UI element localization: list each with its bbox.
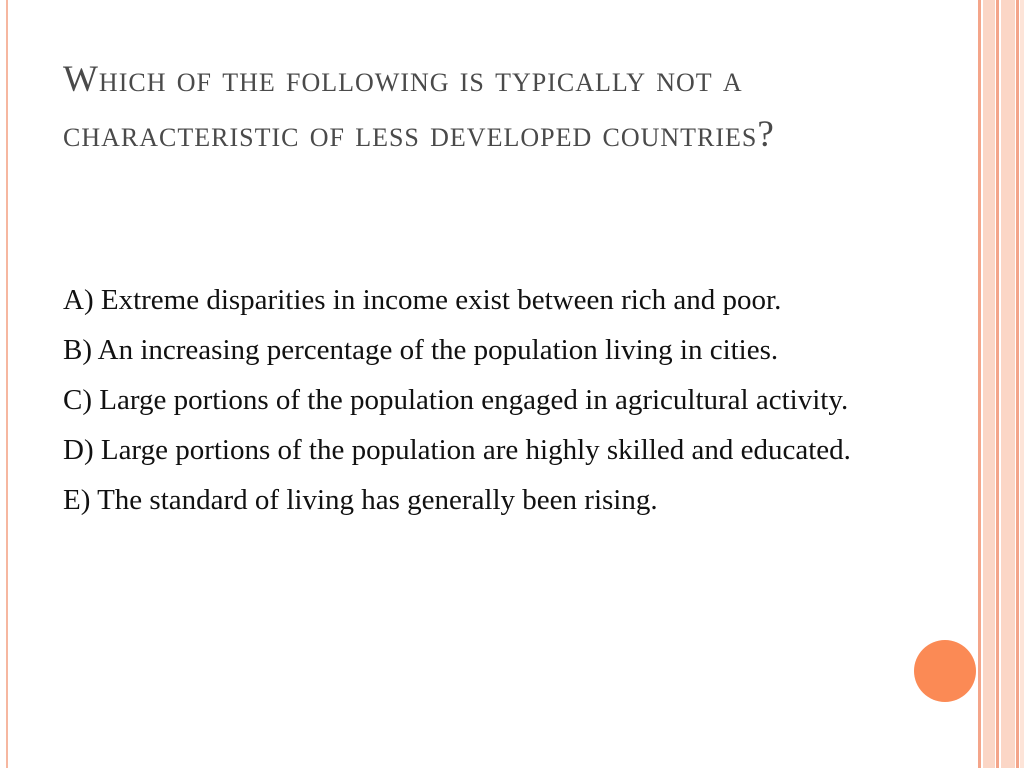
right-stripe bbox=[1020, 0, 1024, 768]
option-e: E) The standard of living has generally been rising. bbox=[63, 484, 658, 516]
right-stripe bbox=[978, 0, 981, 768]
right-stripe bbox=[983, 0, 995, 768]
left-border-line bbox=[6, 0, 8, 768]
option-d: D) Large portions of the population are highly skilled and educated. bbox=[63, 434, 851, 466]
slide-title: Which of the following is typically not a characteristic of less developed countries? bbox=[63, 59, 775, 155]
right-stripe bbox=[1016, 0, 1019, 768]
right-stripe bbox=[996, 0, 999, 768]
answer-options bbox=[63, 280, 893, 530]
decorative-circle bbox=[914, 640, 976, 702]
option-b: B) An increasing percentage of the population living in cities. bbox=[63, 334, 779, 366]
right-stripe bbox=[1001, 0, 1015, 768]
option-c: C) Large portions of the population engaged in agricultural activity. bbox=[63, 384, 849, 416]
option-a: A) Extreme disparities in income exist between rich and poor. bbox=[63, 284, 782, 316]
